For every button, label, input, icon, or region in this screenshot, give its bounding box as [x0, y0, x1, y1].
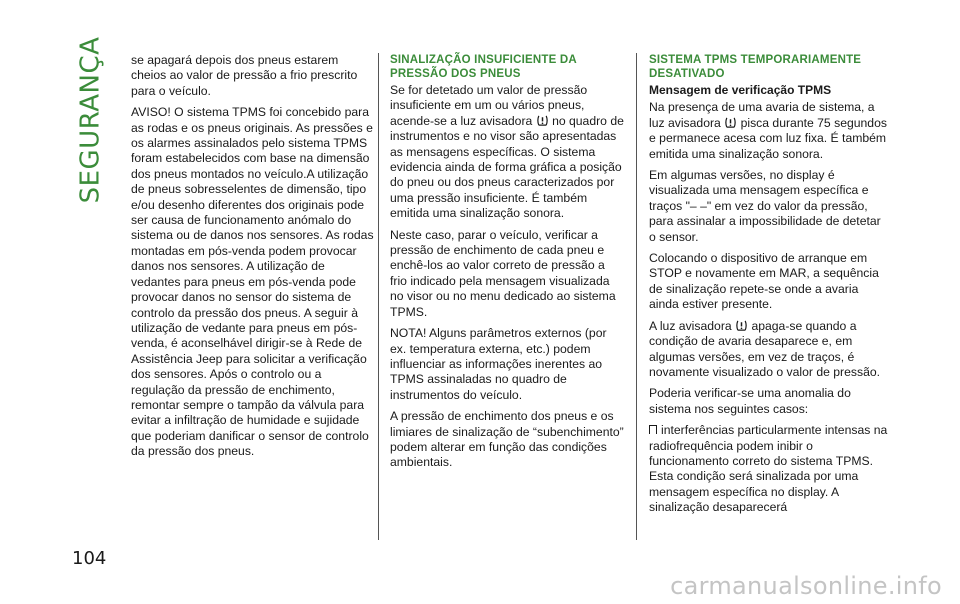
col2-p1-text-b: no quadro de instrumentos e no visor são apresentadas as mensagens específicas. O sistema evidencia ainda de forma gráfica a posição do pneu ou dos pneus caracterizados por uma pressão insuficiente. É também emitida uma sinalização sonora.: [390, 113, 624, 221]
section-title: SEGURANÇA: [75, 36, 106, 204]
col3-p4-text-b: apaga-se quando a condição de avaria desaparece e, em algumas versões, em vez de traços, é novamente visualizado o valor de pressão.: [649, 318, 881, 379]
col2-note-paragraph: NOTA! Alguns parâmetros externos (por ex. temperatura externa, etc.) podem influenciar as informações inerentes ao TPMS assinaladas no quadro de instrumentos do veículo.: [390, 326, 607, 402]
column-1: [131, 53, 376, 466]
list-item-text: interferências particularmente intensas na radiofrequência podem inibir o funcionamento correto do sistema TPMS. Esta condição será sinalizada por uma mensagem específica no display. A sinalização desaparecerá: [649, 423, 888, 515]
col3-paragraph-5: Poderia verificar-se uma anomalia do sistema nos seguintes casos:: [649, 386, 851, 416]
col2-paragraph-2: Neste caso, parar o veículo, verificar a pressão de enchimento de cada pneu e enchê-los ao valor correto de pressão a frio indicado pela mensagem visualizada no visor ou no menu dedicado ao sistema TPMS.: [390, 227, 616, 319]
subheading-tpms-check: Mensagem de verificação TPMS: [649, 83, 832, 97]
col2-p1-text-a: Se for detetado um valor de pressão insuficiente em um ou vários pneus, acende-se a luz avisadora: [390, 83, 588, 128]
col3-paragraph-4: [649, 319, 889, 381]
heading-tpms-disabled: SISTEMA TPMS TEMPORARIAMENTE DESATIVADO: [649, 54, 862, 80]
col2-paragraph-1: [390, 83, 625, 222]
list-item: [649, 423, 889, 515]
col3-p1-text-a: Na presença de uma avaria de sistema, a luz avisadora: [649, 100, 875, 130]
page-number: 104: [72, 548, 107, 569]
col3-paragraph-3: Colocando o dispositivo de arranque em STOP e novamente em MAR, a sequência de sinalização repete-se onde a avaria ainda estiver presente.: [649, 251, 879, 312]
column-3: [649, 53, 889, 522]
col3-p1-text-b: pisca durante 75 segundos e permanece acesa com luz fixa. É também emitida uma sinalização sonora.: [649, 115, 887, 161]
section-title-vertical: [68, 36, 112, 204]
heading-low-pressure: SINALIZAÇÃO INSUFICIENTE DA PRESSÃO DOS PNEUS: [390, 54, 577, 80]
col3-paragraph-2: Em algumas versões, no display é visualizada uma mensagem específica e traços "– –" em vez do valor da pressão, para assinalar a impossibilidade de detetar o sensor.: [649, 168, 881, 244]
column-divider-1: [378, 53, 379, 540]
bullet-icon: [649, 425, 657, 434]
column-divider-2: [636, 53, 637, 540]
col2-paragraph-4: A pressão de enchimento dos pneus e os limiares de sinalização de “subenchimento” podem alterar em função das condições ambientais.: [390, 409, 624, 470]
column-2: [390, 53, 625, 477]
tpms-warning-icon: [724, 116, 737, 129]
tpms-warning-icon: [536, 114, 549, 127]
watermark: carmanualsonline.info: [670, 572, 942, 600]
col3-paragraph-1: [649, 100, 889, 162]
col1-paragraph-1: se apagará depois dos pneus estarem cheios ao valor de pressão a frio prescrito para o veículo.: [131, 53, 358, 98]
col1-warning-paragraph: AVISO! O sistema TPMS foi concebido para as rodas e os pneus originais. As pressões e os alarmes assinalados pelo sistema TPMS foram estabelecidos com base na dimensão dos pneus montados no veículo.A utilização de pneus sobresselentes de dimensão, tipo e/ou desenho diferentes dos originais pode ser causa de funcionamento anómalo do sistema ou de danos nos sensores. As rodas montadas em pós-venda podem provocar danos nos sensores. A utilização de vedantes para pneus em pós-venda pode provocar danos no sensor do sistema de controlo da pressão dos pneus. A seguir à utilização de vedante para pneus em pós-venda, é aconselhável dirigir-se à Rede de Assistência Jeep para solicitar a verificação dos sensores. Após o controlo ou a regulação da pressão de enchimento, remontar sempre o tampão da válvula para evitar a infiltração de humidade e sujidade que poderiam danificar o sensor de controlo da pressão dos pneus.: [131, 105, 374, 459]
tpms-warning-icon: [735, 319, 748, 332]
col3-p4-text-a: A luz avisadora: [649, 318, 732, 333]
